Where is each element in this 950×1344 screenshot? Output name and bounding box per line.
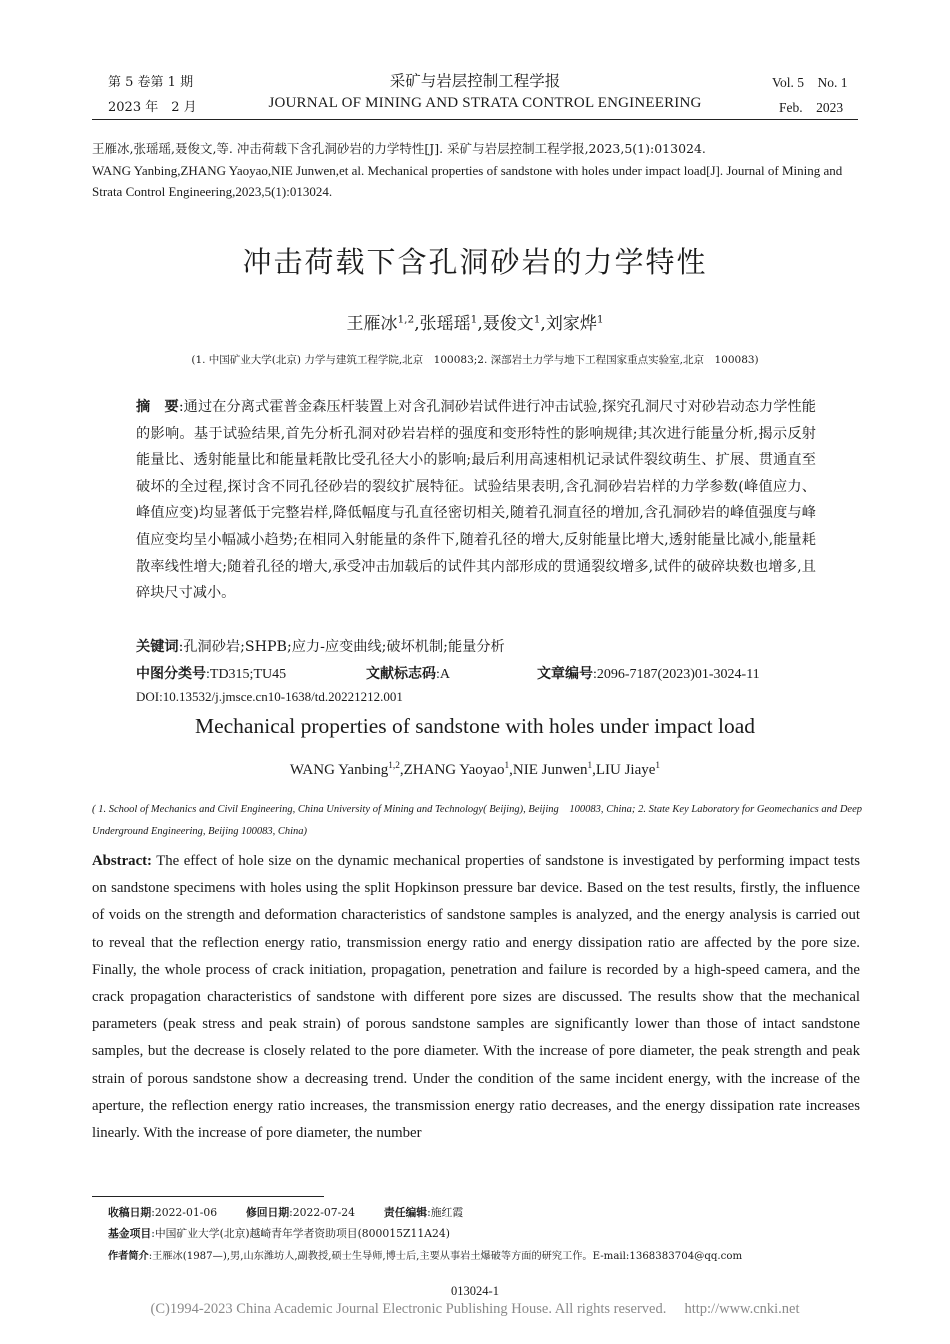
citation-en: WANG Yanbing,ZHANG Yaoyao,NIE Junwen,et al. Mechanical properties of sandstone with holes under impact load[J]. Journal of Mining and Strata Control Engineering,2023,5(1):013024. <box>92 163 843 199</box>
author-cn: 王雁冰 <box>346 314 398 334</box>
author-en: WANG Yanbing <box>289 762 389 778</box>
document-code <box>366 663 450 683</box>
abstract-cn <box>136 394 816 607</box>
title-cn: 冲击荷载下含孔洞砂岩的力学特性 <box>242 245 708 279</box>
author-sup: 1,2 <box>388 761 400 771</box>
article-number <box>537 663 760 683</box>
author-separator: , <box>509 762 513 778</box>
abstract-en <box>92 848 860 1147</box>
author-separator: , <box>477 314 483 334</box>
clc-number <box>136 663 286 683</box>
volume-issue-en: Vol. 5 No. 1 <box>772 75 848 90</box>
dates-footnote <box>108 1205 868 1220</box>
affiliation-en: ( 1. School of Mechanics and Civil Engineering, China University of Mining and Technology( Beijing), Beijing 100083, China; 2. State Key Laboratory for Geomechanics and Deep Underground Engineering, Beijing 100083, China) <box>92 804 862 837</box>
fund-value: :中国矿业大学(北京)越崎青年学者资助项目(800015Z11A24) <box>151 1227 451 1240</box>
author-sup: 1 <box>655 761 661 771</box>
document-code-value: :A <box>436 667 450 682</box>
issue-date-en: Feb. 2023 <box>779 100 844 115</box>
fund-label: 基金项目 <box>108 1227 152 1240</box>
affiliation-cn: (1. 中国矿业大学(北京) 力学与建筑工程学院,北京 100083;2. 深部岩土力学与地下工程国家重点实验室,北京 100083) <box>191 354 759 366</box>
journal-name-cn: 采矿与岩层控制工程学报 <box>389 72 561 90</box>
title-en: Mechanical properties of sandstone with holes under impact load <box>194 714 756 738</box>
volume-issue-cn: 第 5 卷第 1 期 <box>108 75 194 90</box>
author-en: ZHANG Yaoyao <box>403 762 505 778</box>
author-bio-footnote <box>108 1247 868 1262</box>
author-sup: 1,2 <box>397 313 415 326</box>
revised-date <box>246 1206 355 1219</box>
author-cn: 刘家烨 <box>545 314 597 334</box>
abstract-text-en: The effect of hole size on the dynamic mechanical properties of sandstone is investigated by performing impact tests on sandstone specimens with holes using the split Hopkinson pressure bar device. Based on the test results, firstly, the influence of voids on the strength and deformation characteristics of sandstone samples is analyzed, and the energy analysis is carried out to reveal that the reflection energy ratio, transmission energy ratio and energy dissipation ratio are affected by the pore size. Finally, the whole process of crack initiation, propagation, penetration and failure is recorded by a high-speed camera, and the crack propagation characteristics of sandstone with different pore sizes are discussed. The results show that the mechanical parameters (peak stress and peak strain) of porous sandstone samples are significantly lower than those of intact sandstone samples, but the decrease is closely related to the pore diameter. With the increase of pore diameter, the peak strength and peak strain of porous sandstone show a decreasing trend. Under the condition of the same incident energy, with the increase of the aperture, the reflection energy ratio increases, the transmission energy ratio decreases, and the energy dissipation rate increases linearly. With the increase of pore diameter, the number <box>92 853 860 1142</box>
document-code-label: 文献标志码 <box>366 666 436 682</box>
article-number-label: 文章编号 <box>537 666 593 682</box>
abstract-text-cn: :通过在分离式霍普金森压杆装置上对含孔洞砂岩试件进行冲击试验,探究孔洞尺寸对砂岩动态力学性能的影响。基于试验结果,首先分析孔洞对砂岩岩样的强度和变形特性的影响规律;其次进行能量分析,揭示反射能量比、透射能量比和能量耗散比受孔径大小的影响;最后利用高速相机记录试件裂纹萌生、扩展、贯通直至破坏的全过程,探讨含不同孔径砂岩的裂纹扩展特征。试验结果表明,含孔洞砂岩岩样的力学参数(峰值应力、峰值应变)均显著低于完整岩样,降低幅度与孔直径密切相关,随着孔洞直径的增加,含孔洞砂岩的峰值强度与峰值应变均呈小幅减小趋势;在相同入射能量的条件下,随着孔径的增大,反射能量比增大,透射能量比减小,能量耗散率线性增大;随着孔径的增大,承受冲击加载后的试件其内部形成的贯通裂纹增多,试件的破碎块数也增多,且碎块尺寸减小。 <box>136 399 816 602</box>
author-bio-label: 作者简介 <box>108 1250 149 1262</box>
authors-cn <box>0 309 950 334</box>
responsible-editor <box>384 1206 463 1219</box>
header-rule <box>92 119 858 120</box>
author-cn: 张瑶瑶 <box>419 314 471 334</box>
page-number: 013024-1 <box>451 1284 499 1298</box>
revised-value: :2022-07-24 <box>289 1206 356 1219</box>
author-en: LIU Jiaye <box>595 762 656 778</box>
author-sup: 1 <box>533 313 541 326</box>
author-sup: 1 <box>587 761 593 771</box>
author-separator: , <box>399 762 404 778</box>
received-date <box>108 1206 217 1219</box>
footnote-rule <box>92 1196 324 1197</box>
author-sup: 1 <box>504 761 510 771</box>
authors-en <box>0 762 950 779</box>
cnki-watermark: (C)1994-2023 China Academic Journal Electronic Publishing House. All rights reserved. http://www.cnki.net <box>150 1301 800 1317</box>
received-value: :2022-01-06 <box>151 1206 218 1219</box>
keywords-label: 关键词 <box>136 639 179 655</box>
author-separator: , <box>414 314 420 334</box>
author-en: NIE Junwen <box>512 762 588 778</box>
doi[interactable]: DOI:10.13532/j.jmsce.cn10-1638/td.20221212.001 <box>136 689 403 704</box>
editor-value: :施红霞 <box>427 1206 464 1219</box>
author-separator: , <box>540 314 546 334</box>
author-bio-value: :王雁冰(1987—),男,山东潍坊人,副教授,硕士生导师,博士后,主要从事岩土爆破等方面的研究工作。E-mail:1368383704@qq.com <box>148 1251 743 1262</box>
author-separator: , <box>592 762 596 778</box>
abstract-label-en: Abstract: <box>92 853 152 869</box>
journal-name-en: JOURNAL OF MINING AND STRATA CONTROL ENGINEERING <box>268 95 702 111</box>
issue-date-cn: 2023 年 2 月 <box>108 100 197 115</box>
editor-label: 责任编辑 <box>383 1206 428 1219</box>
fund-footnote <box>108 1226 868 1241</box>
revised-label: 修回日期 <box>245 1206 290 1219</box>
article-number-value: :2096-7187(2023)01-3024-11 <box>593 667 760 682</box>
received-label: 收稿日期 <box>108 1206 152 1219</box>
clc-label: 中图分类号 <box>136 666 206 682</box>
citation-cn: 王雁冰,张瑶瑶,聂俊文,等. 冲击荷载下含孔洞砂岩的力学特性[J]. 采矿与岩层控制工程学报,2023,5(1):013024. <box>92 141 706 156</box>
keywords-cn <box>136 634 816 661</box>
author-cn: 聂俊文 <box>482 314 534 334</box>
keywords-text: :孔洞砂岩;SHPB;应力-应变曲线;破坏机制;能量分析 <box>178 639 505 655</box>
clc-value: :TD315;TU45 <box>206 667 287 682</box>
author-sup: 1 <box>470 313 478 326</box>
author-sup: 1 <box>596 313 604 326</box>
abstract-label-cn: 摘 要 <box>136 399 179 415</box>
